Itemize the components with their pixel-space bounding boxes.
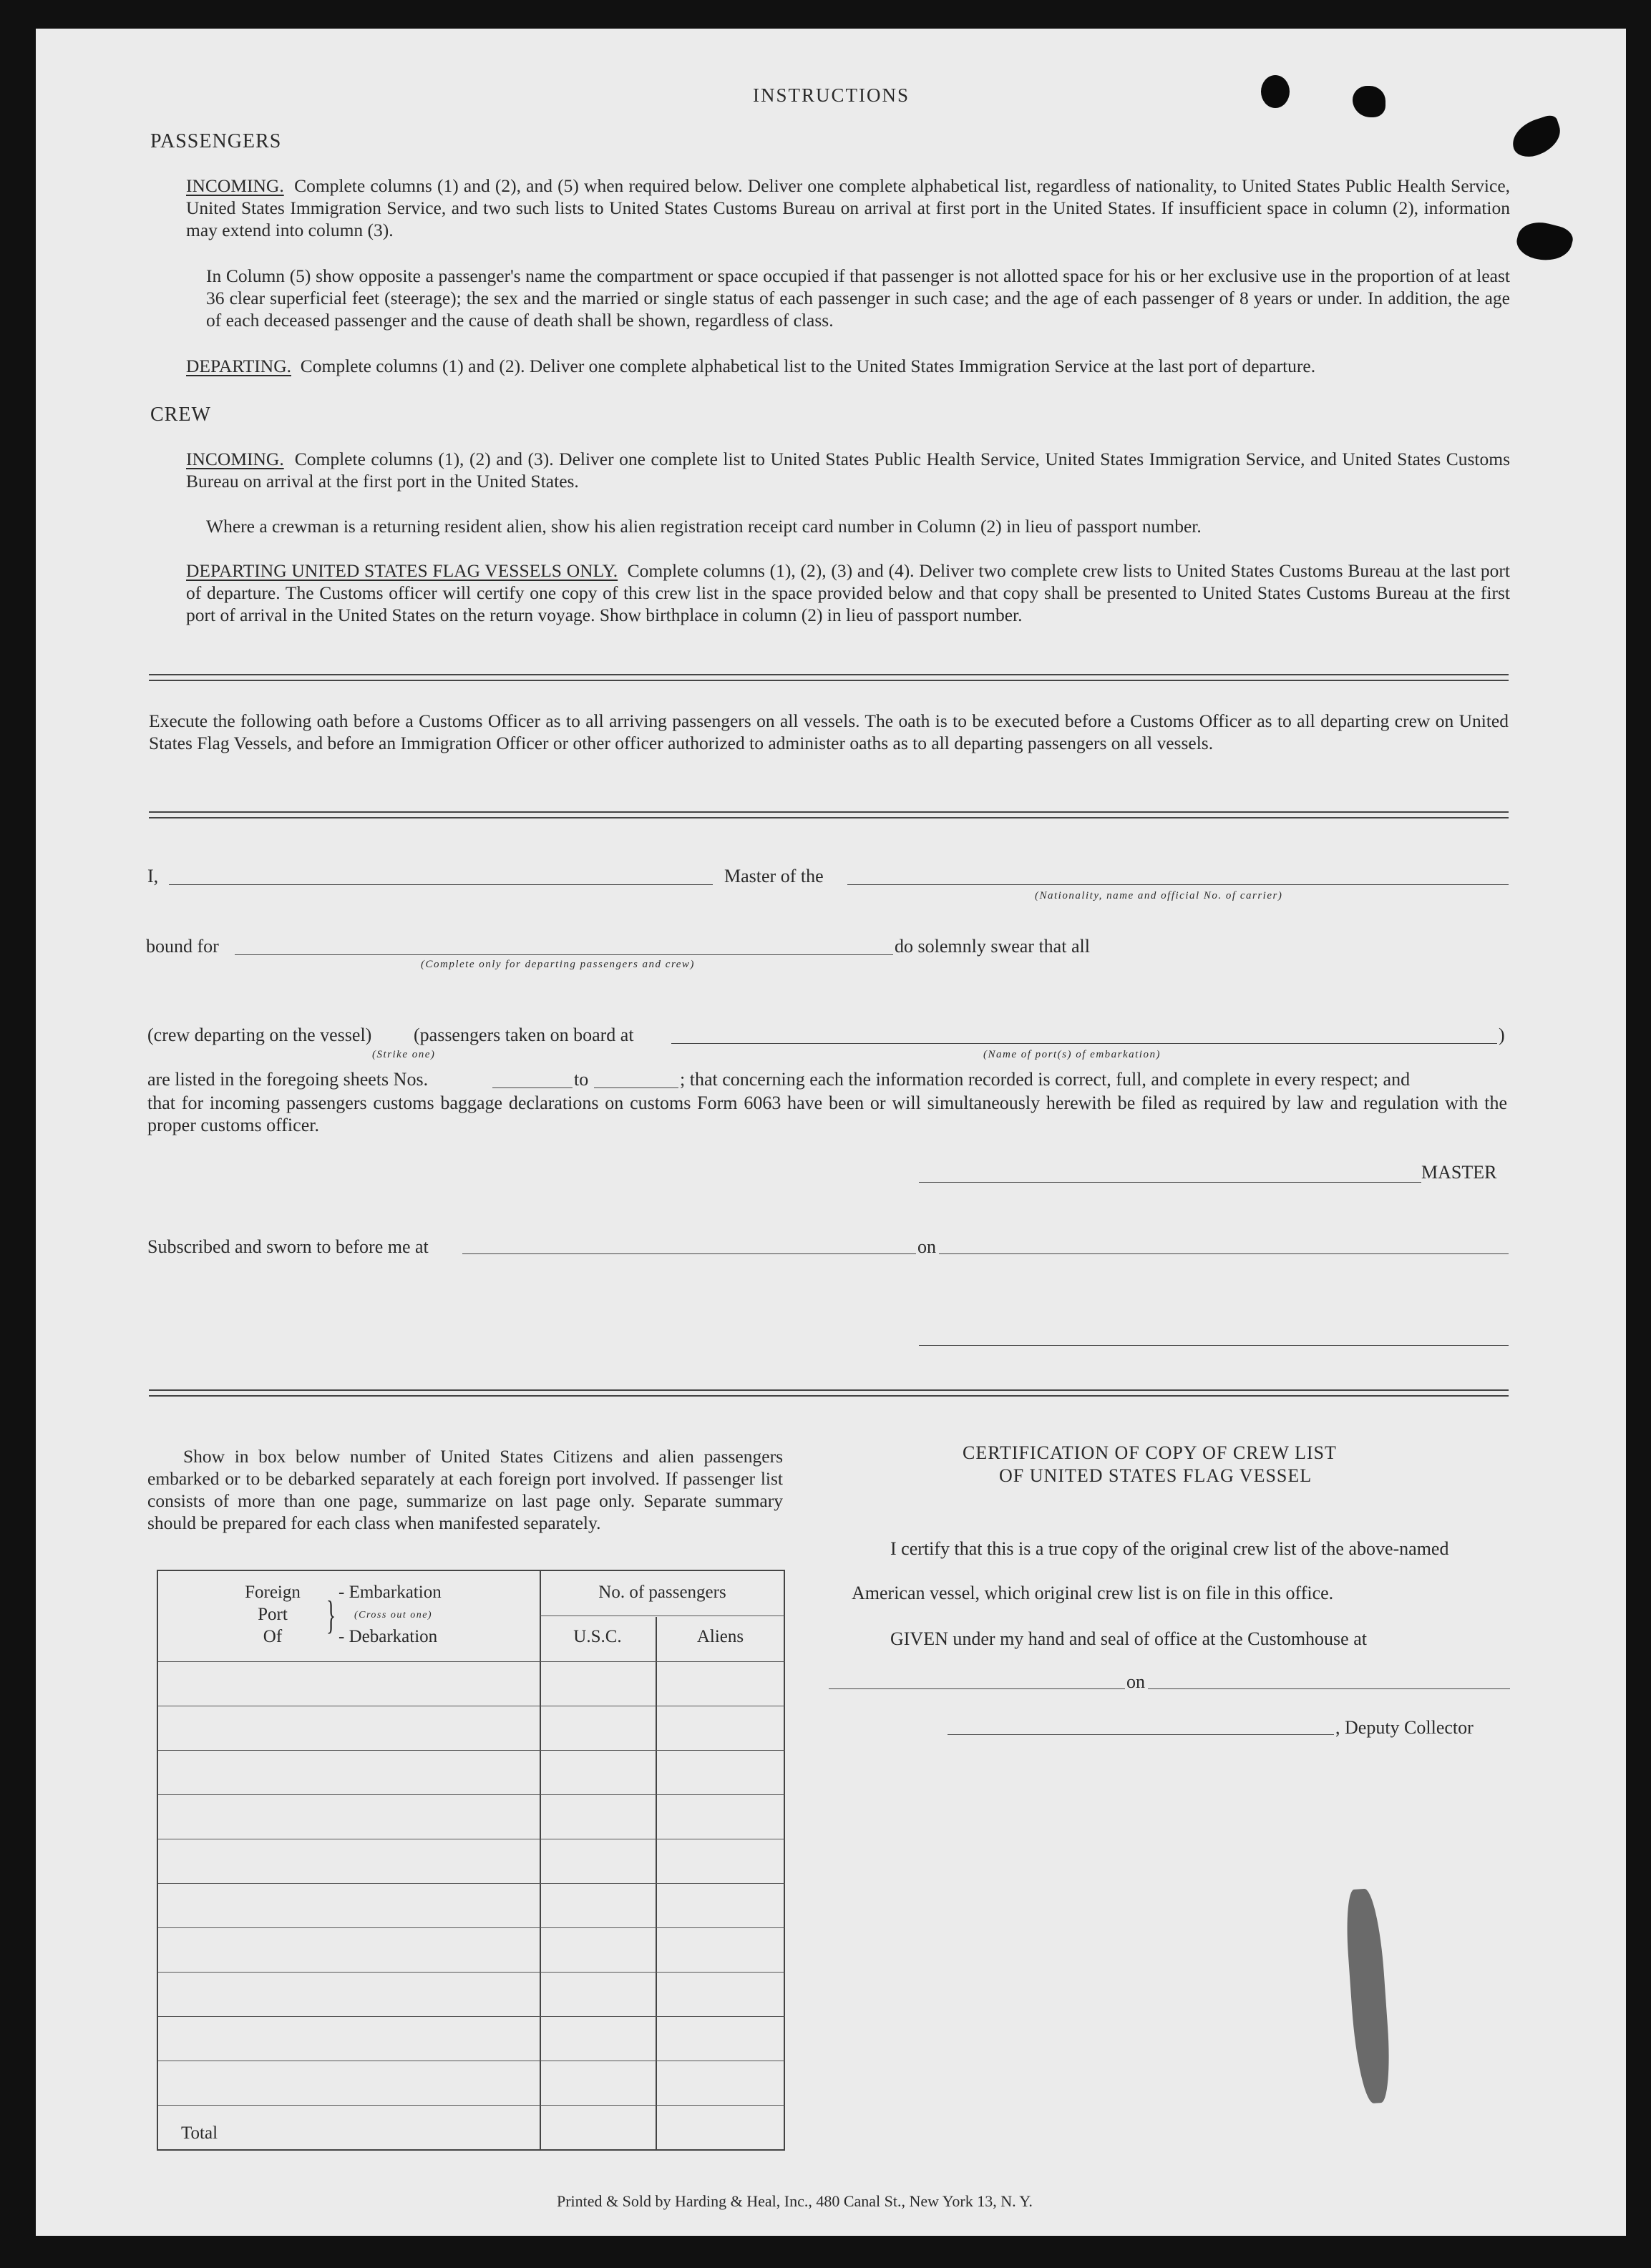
column5-paragraph: In Column (5) show opposite a passenger's name the compartment or space occupied if that passenger is not allotted space for his or her exclusive use in the proportion of at least 36 clear superficial feet (steerage); the sex and the married or single status of each passenger in such case; and the age of each passenger of 8 years or under. In addition, the age of each deceased passenger and the cause of death shall be shown, regardless of class. bbox=[206, 265, 1510, 331]
brace: } bbox=[326, 1593, 336, 1638]
certification-line1: I certify that this is a true copy of the original crew list of the above-named bbox=[890, 1538, 1449, 1559]
strike-caption: (Strike one) bbox=[372, 1049, 436, 1060]
passengers-incoming-text: Complete columns (1) and (2), and (5) when required below. Deliver one complete alphabetical list, regardless of nationality, to United States Public Health Service, United States Immigration Service, and two such lists to United States Customs Bureau on arrival at first port in the United States. If insufficient space in column (2), information may extend into column (3). bbox=[186, 175, 1511, 240]
aliens-header: Aliens bbox=[696, 1627, 744, 1646]
col-of: Of bbox=[263, 1627, 283, 1646]
carrier-caption: (Nationality, name and official No. of carrier) bbox=[1035, 890, 1283, 901]
master-signature-field[interactable] bbox=[919, 1182, 1421, 1183]
deputy-signature-field[interactable] bbox=[948, 1734, 1334, 1735]
sworn-date-field[interactable] bbox=[939, 1253, 1509, 1254]
officer-signature-field[interactable] bbox=[919, 1345, 1509, 1346]
bound-caption: (Complete only for departing passengers and crew) bbox=[421, 959, 695, 970]
no-of-passengers-header: No. of passengers bbox=[598, 1583, 726, 1602]
passengers-departing-text: Complete columns (1) and (2). Deliver one complete alphabetical list to the United States Immigration Service at the last port of departure. bbox=[300, 356, 1316, 376]
crew-incoming-text: Complete columns (1), (2) and (3). Deliver one complete list to United States Public Health Service, United States Immigration Service, and United States Customs Bureau on arrival at the first port in the United States. bbox=[186, 449, 1510, 492]
embarkation-label: - Embarkation bbox=[339, 1583, 442, 1602]
printer-footer: Printed & Sold by Harding & Heal, Inc., 480 Canal St., New York 13, N. Y. bbox=[557, 2192, 1033, 2210]
certification-title-line1: CERTIFICATION OF COPY OF CREW LIST bbox=[963, 1442, 1337, 1463]
table-row bbox=[158, 1972, 785, 1973]
deputy-collector-label: , Deputy Collector bbox=[1335, 1717, 1474, 1738]
table-row bbox=[158, 1794, 785, 1795]
table-column-divider bbox=[540, 1571, 541, 2149]
oath-intro: Execute the following oath before a Customs Officer as to all arriving passengers on all vessels. The oath is to be executed before a Customs Officer as to all departing crew on United States Flag Vessels, and before an Immigration Officer or other officer authorized to administer oaths as to all departing passengers on all vessels. bbox=[149, 710, 1509, 753]
table-header-divider bbox=[158, 1661, 785, 1662]
crew-departing-text: Complete columns (1), (2), (3) and (4). Deliver two complete crew lists to United States Customs Bureau at the last port of departure. The Customs officer will certify one copy of this crew list in the space provided below and that copy shall be presented to United States Customs Bureau at the first port of arrival in the United States on the return voyage. Show birthplace in column (2) in lieu of passport number. bbox=[186, 560, 1510, 625]
certification-date-field[interactable] bbox=[1148, 1688, 1510, 1689]
crew-incoming-paragraph bbox=[186, 448, 1510, 492]
col-port: Port bbox=[258, 1605, 288, 1624]
certification-line2: American vessel, which original crew list is on file in this office. bbox=[852, 1583, 1334, 1603]
subscribed-label: Subscribed and sworn to before me at bbox=[147, 1236, 429, 1257]
passengers-taken-option[interactable]: (passengers taken on board at bbox=[414, 1025, 634, 1045]
listed-text-1: are listed in the foregoing sheets Nos. bbox=[147, 1069, 429, 1090]
table-row bbox=[158, 2016, 785, 2017]
close-paren: ) bbox=[1499, 1025, 1505, 1045]
passengers-incoming-label: INCOMING. bbox=[186, 175, 284, 196]
ink-blot bbox=[1261, 75, 1290, 108]
swear-text: do solemnly swear that all bbox=[895, 936, 1090, 957]
port-caption: (Name of port(s) of embarkation) bbox=[983, 1049, 1161, 1060]
passengers-heading: PASSENGERS bbox=[150, 130, 282, 152]
table-row bbox=[158, 2105, 785, 2106]
bound-for-label: bound for bbox=[146, 936, 219, 957]
certification-line3: GIVEN under my hand and seal of office at the Customhouse at bbox=[890, 1628, 1367, 1649]
oath-i-label: I, bbox=[147, 866, 159, 886]
col-foreign: Foreign bbox=[245, 1583, 301, 1602]
master-label: MASTER bbox=[1421, 1162, 1497, 1183]
certification-on-label: on bbox=[1126, 1671, 1145, 1692]
table-row bbox=[158, 1927, 785, 1928]
passengers-incoming-paragraph bbox=[186, 175, 1510, 241]
master-name-field[interactable] bbox=[169, 884, 713, 885]
crew-departing-option[interactable]: (crew departing on the vessel) bbox=[147, 1025, 372, 1045]
sworn-on-label: on bbox=[917, 1236, 936, 1257]
debarkation-label: - Debarkation bbox=[339, 1627, 438, 1646]
listed-text-2: ; that concerning each the information recorded is correct, full, and complete in every respect; and bbox=[680, 1069, 1411, 1090]
table-row bbox=[158, 1883, 785, 1884]
master-of-the-label: Master of the bbox=[724, 866, 824, 886]
usc-header: U.S.C. bbox=[573, 1627, 622, 1646]
embarkation-port-field[interactable] bbox=[671, 1043, 1497, 1044]
crew-incoming-label: INCOMING. bbox=[186, 449, 284, 469]
passengers-departing-label: DEPARTING. bbox=[186, 356, 291, 376]
carrier-field[interactable] bbox=[847, 884, 1509, 885]
certification-title-line2: OF UNITED STATES FLAG VESSEL bbox=[999, 1465, 1312, 1486]
sheet-to-field[interactable] bbox=[594, 1087, 678, 1088]
section-divider bbox=[149, 674, 1509, 681]
crewman-paragraph: Where a crewman is a returning resident alien, show his alien registration receipt card number in Column (2) in lieu of passport number. bbox=[206, 516, 1202, 537]
sworn-place-field[interactable] bbox=[462, 1253, 916, 1254]
instructions-title: INSTRUCTIONS bbox=[753, 84, 910, 106]
section-divider bbox=[149, 1389, 1509, 1397]
bound-for-field[interactable] bbox=[235, 954, 893, 955]
section-divider bbox=[149, 811, 1509, 818]
sheet-from-field[interactable] bbox=[492, 1087, 573, 1088]
crew-departing-label: DEPARTING UNITED STATES FLAG VESSELS ONLY. bbox=[186, 560, 618, 581]
passengers-departing-paragraph bbox=[186, 355, 1510, 377]
passenger-summary-table bbox=[157, 1570, 785, 2151]
customhouse-field[interactable] bbox=[829, 1688, 1125, 1689]
listed-text-3: that for incoming passengers customs baggage declarations on customs Form 6063 have been or will simultaneously herewith be filed as required by law and regulation with the proper customs officer. bbox=[147, 1093, 1507, 1135]
table-row bbox=[158, 1750, 785, 1751]
cross-out-caption: (Cross out one) bbox=[354, 1610, 433, 1621]
listed-to: to bbox=[574, 1069, 589, 1090]
crew-departing-paragraph bbox=[186, 559, 1510, 626]
crew-heading: CREW bbox=[150, 404, 211, 426]
total-label: Total bbox=[181, 2123, 218, 2143]
summary-instructions: Show in box below number of United States Citizens and alien passengers embarked or to be debarked separately at each foreign port involved. If passenger list consists of more than one page, summarize on last page only. Separate summary should be prepared for each class when manifested separately. bbox=[147, 1446, 783, 1533]
